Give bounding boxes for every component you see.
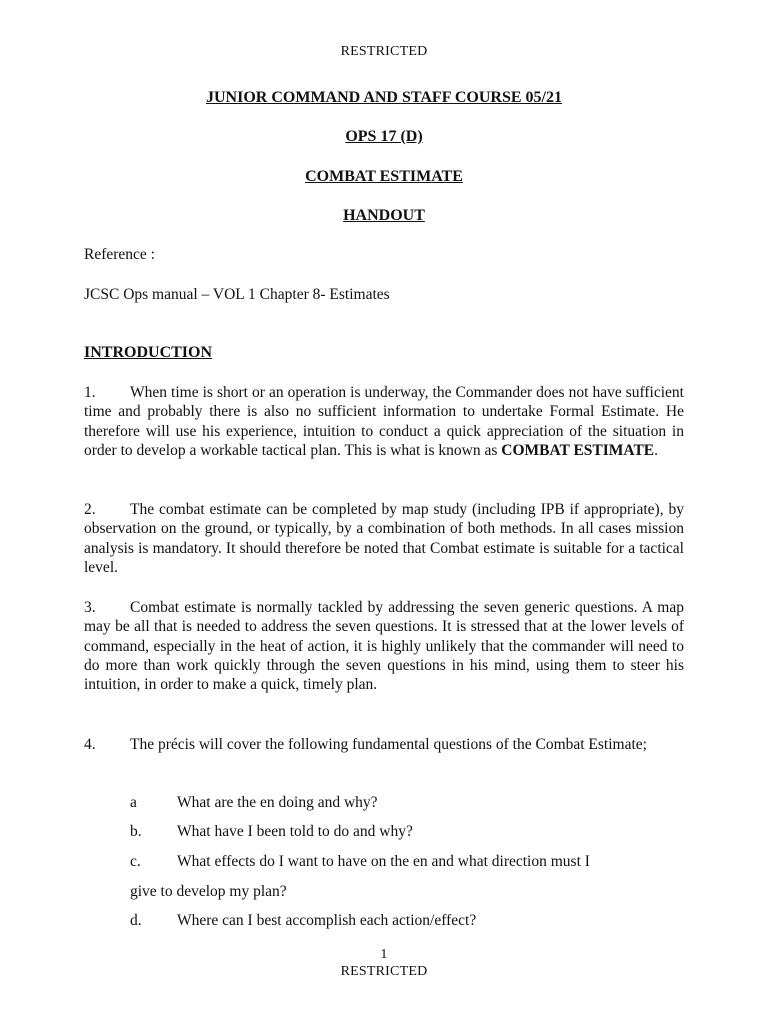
- header-classification-marking: RESTRICTED: [340, 44, 428, 59]
- document-title: COMBAT ESTIMATE: [305, 168, 463, 185]
- paragraph-number: 4.: [84, 736, 96, 753]
- question-item-c: [130, 853, 590, 871]
- paragraph-number: 3.: [84, 599, 96, 616]
- footer-classification-marking: RESTRICTED: [340, 964, 428, 979]
- question-item-c-continuation: give to develop my plan?: [130, 883, 287, 900]
- question-item-a: [130, 794, 378, 812]
- question-text: What have I been told to do and why?: [177, 823, 413, 840]
- document-type: HANDOUT: [343, 207, 425, 224]
- page-number: 1: [380, 947, 388, 962]
- paragraph-text-tail: .: [654, 441, 658, 459]
- paragraph-1: [84, 383, 684, 460]
- paragraph-number: 2.: [84, 501, 96, 518]
- paragraph-text: The combat estimate can be completed by map study (including IPB if appropriate), by observation on the ground, or typically, by a combination of both methods. In all cases mission analysis is mandatory. It should therefore be noted that Combat estimate is suitable for a tactical level.: [84, 501, 684, 576]
- question-label: b.: [130, 823, 142, 840]
- ops-code: OPS 17 (D): [345, 128, 423, 145]
- question-label: c.: [130, 853, 141, 870]
- introduction-heading: INTRODUCTION: [84, 344, 213, 361]
- reference-text: JCSC Ops manual – VOL 1 Chapter 8- Estimates: [84, 286, 390, 303]
- paragraph-text: Combat estimate is normally tackled by addressing the seven generic questions. A map may be all that is needed to address the seven questions. It is stressed that at the lower levels of command, especially in the heat of action, it is highly unlikely that the commander will need to do more than work quickly through the seven questions in his mind, using them to steer his intuition, in order to make a quick, timely plan.: [84, 599, 684, 694]
- question-label: a: [130, 794, 137, 811]
- paragraph-number: 1.: [84, 384, 96, 401]
- question-item-b: [130, 823, 413, 841]
- question-item-d: [130, 912, 476, 930]
- paragraph-emphasis: COMBAT ESTIMATE: [501, 441, 655, 459]
- paragraph-3: [84, 598, 684, 694]
- question-label: d.: [130, 912, 142, 929]
- paragraph-2: [84, 500, 684, 577]
- course-title: JUNIOR COMMAND AND STAFF COURSE 05/21: [206, 89, 562, 106]
- paragraph-text: The précis will cover the following fundamental questions of the Combat Estimate;: [130, 736, 647, 753]
- reference-label: Reference :: [84, 246, 155, 263]
- question-text: Where can I best accomplish each action/effect?: [177, 912, 477, 929]
- question-text: What effects do I want to have on the en and what direction must I: [177, 853, 590, 870]
- paragraph-4: [84, 735, 684, 754]
- question-text: What are the en doing and why?: [177, 794, 378, 811]
- paragraph-text: When time is short or an operation is underway, the Commander does not have sufficient time and probably there is also no sufficient information to undertake Formal Estimate. He therefore will use his experience, intuition to conduct a quick appreciation of the situation in order to develop a workable tactical plan. This is what is known as: [84, 384, 684, 459]
